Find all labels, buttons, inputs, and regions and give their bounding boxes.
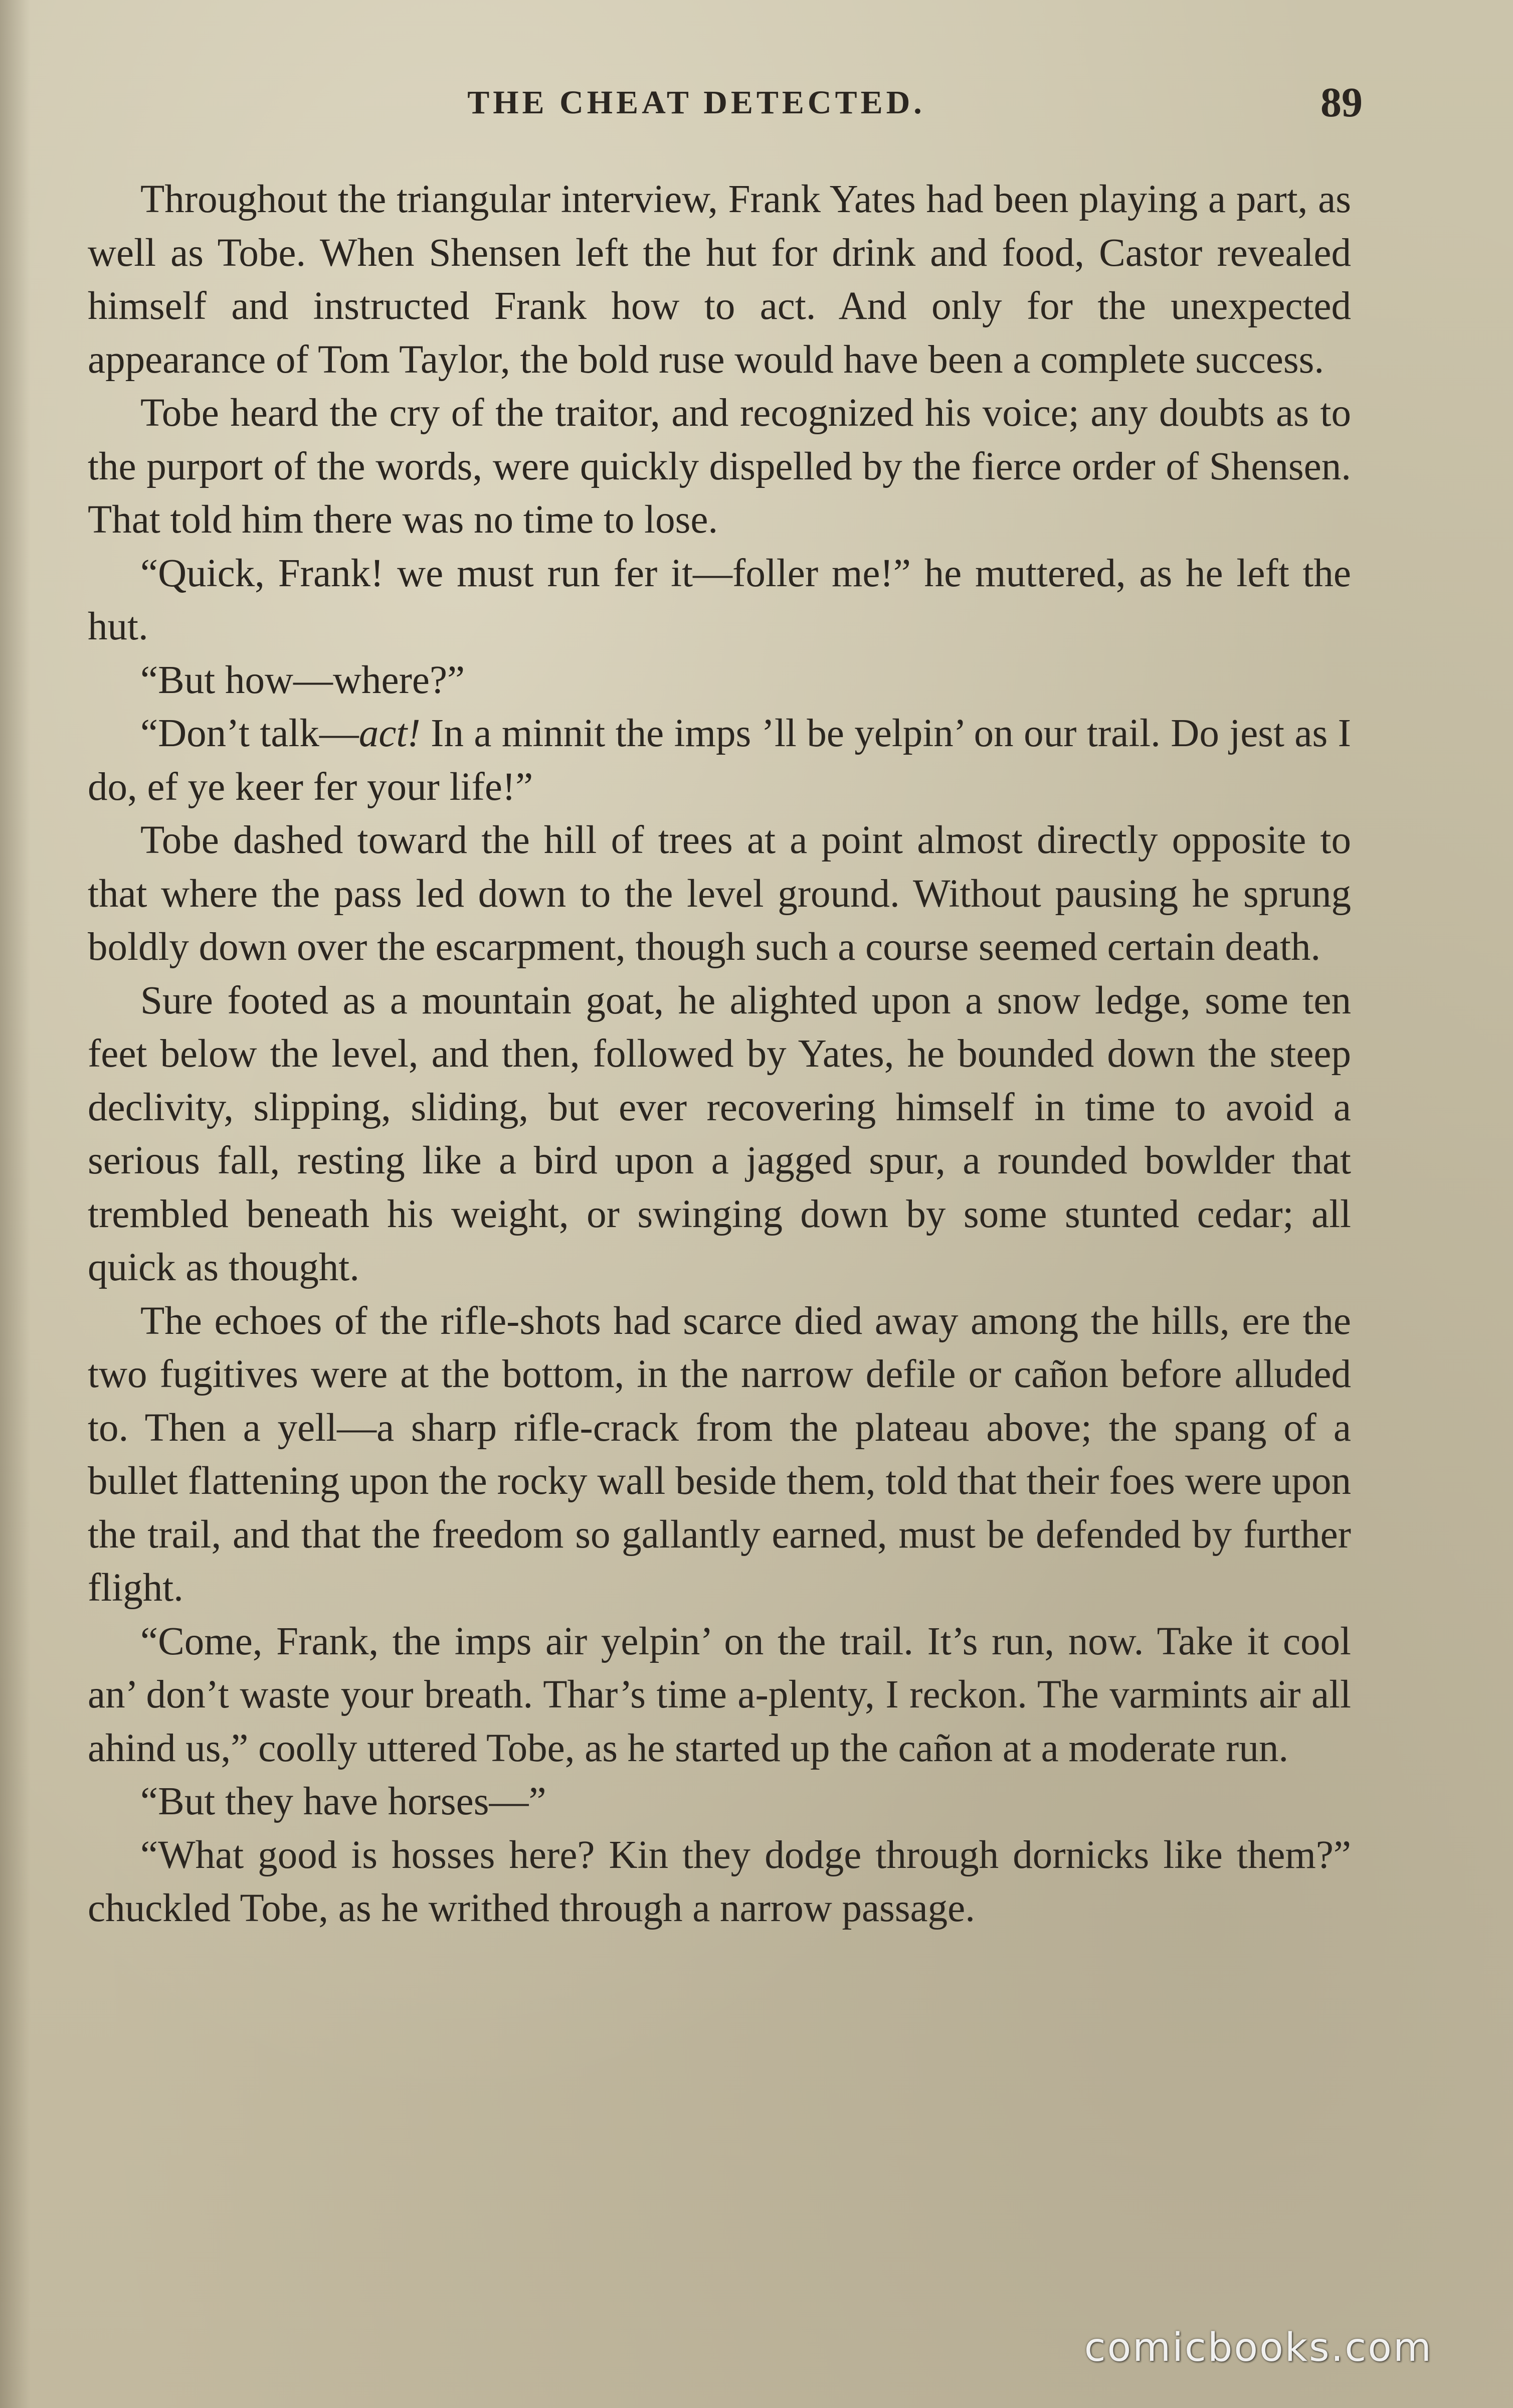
italic-text: act!: [358, 712, 421, 755]
paragraph: Throughout the triangular interview, Frank Yates had been playing a part, as well as Tobe. When Shensen left the hut for drink and food, Castor revealed himself and instructed Frank how to act. And only for the unexpected appearance of Tom Taylor, the bold ruse would have been a complete success.: [88, 178, 1351, 382]
paragraph: “But they have horses—”: [140, 1780, 546, 1823]
paragraph: Tobe heard the cry of the traitor, and recognized his voice; any doubts as to the purport of the words, were quickly dispelled by the fierce order of Shensen. That told him there was no time to lose.: [88, 391, 1351, 542]
paragraph: Tobe dashed toward the hill of trees at a point almost directly opposite to that where the pass led down to the level ground. Without pausing he sprung boldly down over the escarpment, though such a course seemed certain death.: [88, 818, 1351, 969]
paragraph: “Come, Frank, the imps air yelpin’ on the trail. It’s run, now. Take it cool an’ don’t waste your breath. Thar’s time a-plenty, I reckon. The varmints air all ahind us,” coolly uttered Tobe, as he started up the cañon at a moderate run.: [88, 1619, 1351, 1770]
body-text: [88, 173, 1351, 1936]
paragraph: [88, 707, 1351, 814]
page-header: [90, 75, 1363, 130]
paragraph: The echoes of the rifle-shots had scarce died away among the hills, ere the two fugitives were at the bottom, in the narrow defile or cañon before alluded to. Then a yell—a sharp rifle-crack from the plateau above; the spang of a bullet flattening upon the rocky wall beside them, told that their foes were upon the trail, and that the freedom so gallantly earned, must be defended by further flight.: [88, 1299, 1351, 1610]
paragraph: “But how—where?”: [140, 658, 465, 702]
paragraph: “Quick, Frank! we must run fer it—foller me!” he muttered, as he left the hut.: [88, 551, 1351, 648]
page-number: 89: [1320, 79, 1363, 126]
watermark: comicbooks.com: [1084, 2325, 1433, 2370]
paragraph-text: “Don’t talk—: [140, 712, 359, 755]
running-head: THE CHEAT DETECTED.: [467, 84, 925, 121]
paragraph: “What good is hosses here? Kin they dodge through dornicks like them?” chuckled Tobe, as he writhed through a narrow passage.: [88, 1833, 1351, 1930]
paragraph: Sure footed as a mountain goat, he alighted upon a snow ledge, some ten feet below the level, and then, followed by Yates, he bounded down the steep declivity, slipping, sliding, but ever recovering himself in time to avoid a serious fall, resting like a bird upon a jagged spur, a rounded bowlder that trembled beneath his weight, or swinging down by some stunted cedar; all quick as thought.: [88, 978, 1351, 1289]
paragraph-text: In a minnit the imps ’ll be yelpin’ on our trail. Do jest as I do, ef ye keer fer your life!”: [88, 712, 1351, 809]
